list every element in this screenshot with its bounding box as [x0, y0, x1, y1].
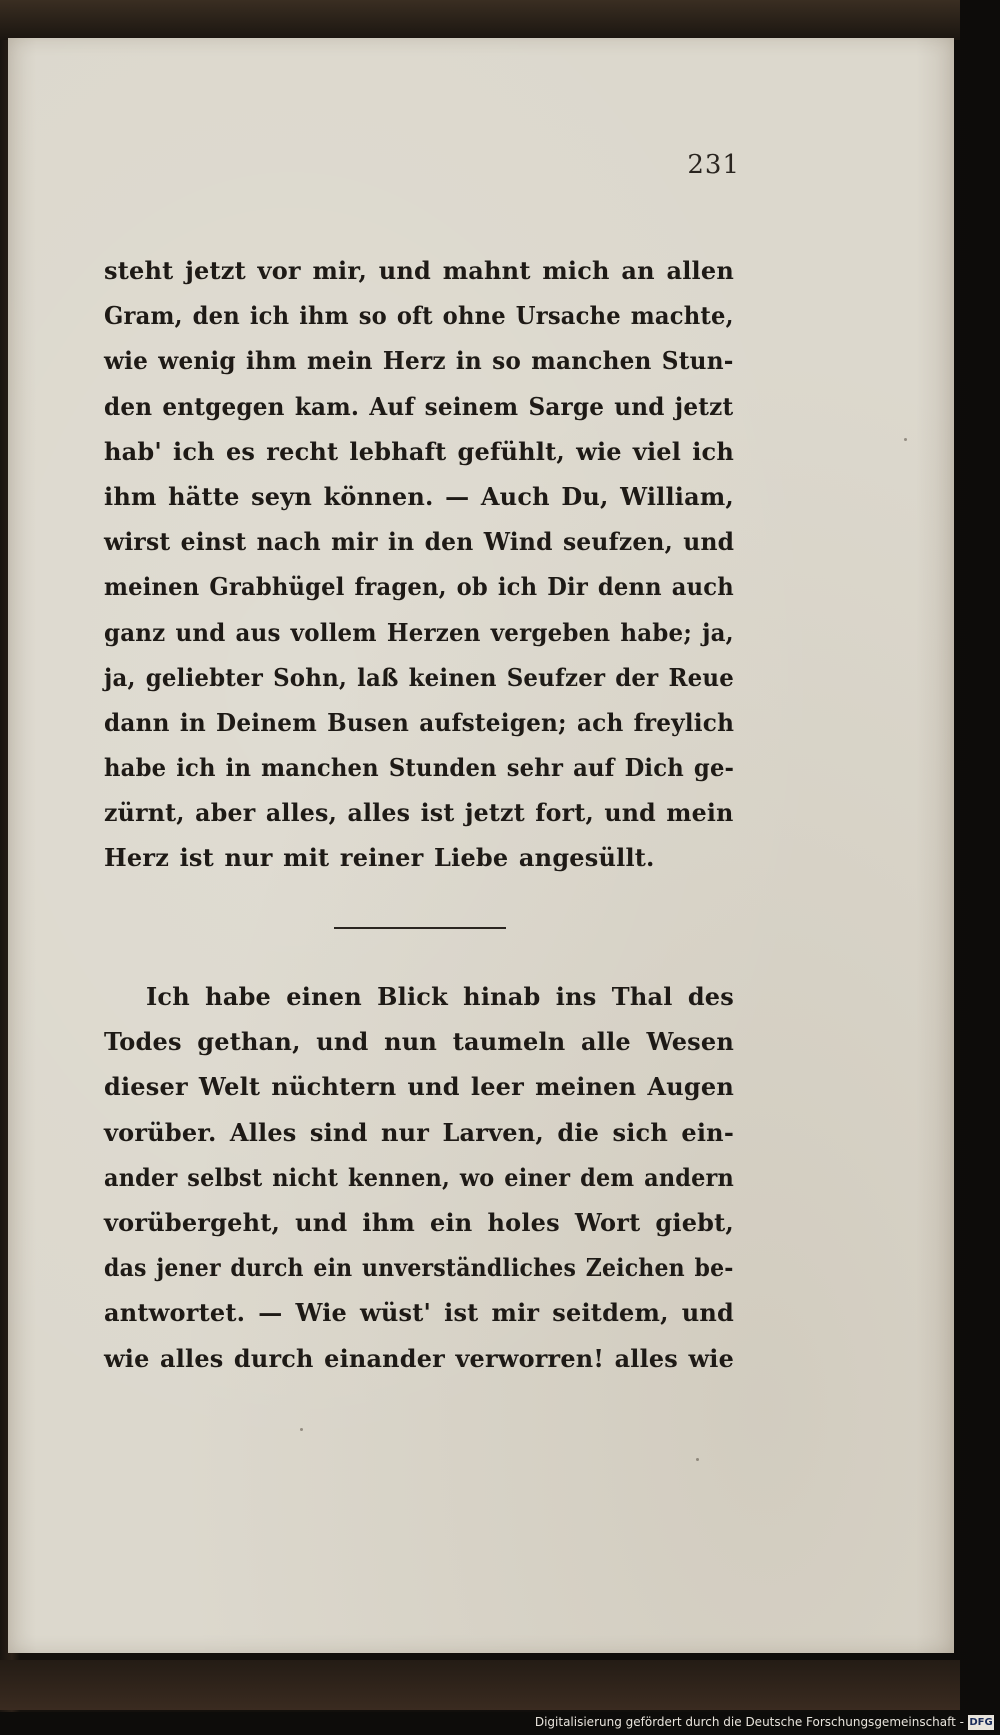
text-line: ganz und aus vollem Herzen vergeben habe; ja,	[104, 617, 734, 647]
paper-speck	[904, 438, 907, 441]
text-line: ihm hätte seyn können. — Auch Du, William,	[104, 481, 734, 511]
text-line: wirst einst nach mir in den Wind seufzen, und	[104, 527, 735, 557]
paper-speck	[696, 1458, 699, 1461]
digitization-footer	[0, 1712, 1000, 1735]
text-line: meinen Grabhügel fragen, ob ich Dir denn auch	[104, 572, 734, 602]
text-line: vorüber. Alles sind nur Larven, die sich ein-	[104, 1117, 734, 1147]
text-line: dieser Welt nüchtern und leer meinen Augen	[104, 1072, 734, 1102]
text-line: das jener durch ein unverständliches Zeichen be-	[104, 1253, 734, 1283]
text-line: hab' ich es recht lebhaft gefühlt, wie viel ich	[104, 436, 734, 466]
text-line: ander selbst nicht kennen, wo einer dem andern	[104, 1162, 735, 1192]
paragraph-1	[104, 248, 734, 881]
text-line: den entgegen kam. Auf seinem Sarge und jetzt	[104, 391, 734, 421]
text-line: habe ich in manchen Stunden sehr auf Dich ge-	[104, 753, 735, 783]
text-line: dann in Deinem Busen aufsteigen; ach freylich	[104, 707, 735, 737]
text-line: ja, geliebter Sohn, laß keinen Seufzer der Reue	[104, 662, 734, 692]
text-line: Gram, den ich ihm so oft ohne Ursache machte,	[104, 301, 734, 331]
page-number: 231	[687, 150, 740, 180]
dfg-logo: DFG	[969, 1717, 993, 1728]
paragraph-2	[104, 974, 734, 1381]
text-line: wie wenig ihm mein Herz in so manchen Stun-	[104, 346, 734, 376]
book-edge-bottom	[0, 1660, 960, 1710]
text-line: steht jetzt vor mir, und mahnt mich an allen	[104, 256, 734, 285]
paper-speck	[300, 1428, 303, 1431]
text-line: vorübergeht, und ihm ein holes Wort giebt,	[104, 1207, 734, 1237]
text-line: antwortet. — Wie wüst' ist mir seitdem, und	[104, 1298, 734, 1328]
book-edge-top	[0, 0, 960, 40]
text-line: wie alles durch einander verworren! alles wie	[104, 1343, 735, 1373]
section-divider	[334, 927, 506, 929]
footer-credit-text: Digitalisierung gefördert durch die Deutsche Forschungsgemeinschaft -	[534, 1715, 964, 1729]
text-line: Ich habe einen Blick hinab ins Thal des	[146, 982, 734, 1011]
text-line: Todes gethan, und nun taumeln alle Wesen	[104, 1027, 734, 1057]
text-line: Herz ist nur mit reiner Liebe angesüllt.	[104, 843, 655, 873]
text-line: zürnt, aber alles, alles ist jetzt fort, und mein	[104, 798, 734, 828]
